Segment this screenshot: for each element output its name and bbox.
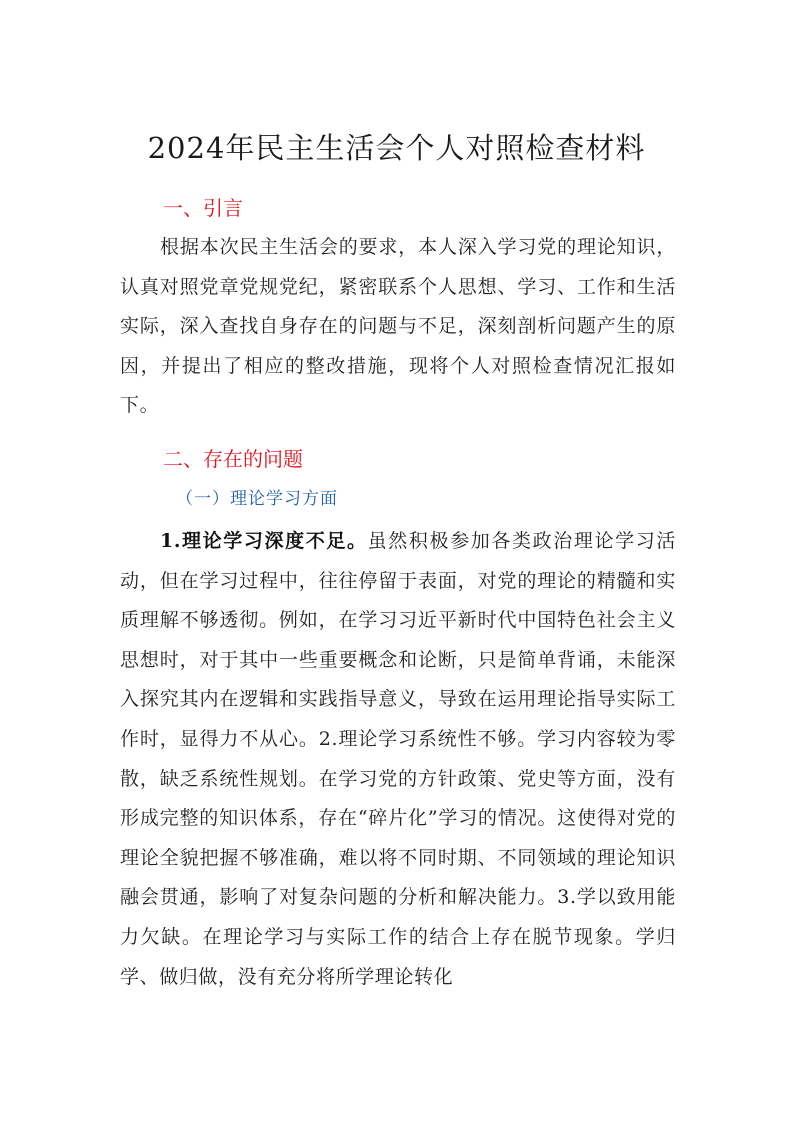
document-title: 2024年民主生活会个人对照检查材料 — [147, 131, 646, 165]
problems-paragraph-text: 虽然积极参加各类政治理论学习活动，但在学习过程中，往往停留于表面，对党的理论的精髓和实质理解不够透彻。例如，在学习习近平新时代中国特色社会主义思想时，对于其中一些重要概念和论断，只是简单背诵，未能深入探究其内在逻辑和实践指导意义，导致在运用理论指导实际工作时，显得力不从心。2.理论学习系统性不够。学习内容较为零散，缺乏系统性规划。在学习党的方针政策、党史等方面，没有形成完整的知识体系，存在“碎片化”学习的情况。这使得对党的理论全貌把握不够准确，难以将不同时期、不同领域的理论知识融会贯通，影响了对复杂问题的分析和解决能力。3.学以致用能力欠缺。在理论学习与实际工作的结合上存在脱节现象。学归学、做归做，没有充分将所学理论转化 — [120, 530, 676, 988]
problems-paragraph — [120, 522, 676, 997]
subsection-heading-theory-study: （一）理论学习方面 — [176, 489, 338, 509]
section-heading-problems: 二、存在的问题 — [163, 447, 303, 471]
problem-lead-bold: 1.理论学习深度不足。 — [160, 530, 368, 552]
section-heading-intro: 一、引言 — [163, 196, 243, 220]
intro-paragraph: 根据本次民主生活会的要求，本人深入学习党的理论知识，认真对照党章党规党纪，紧密联系个人思想、学习、工作和生活实际，深入查找自身存在的问题与不足，深刻剖析问题产生的原因，并提出了相应的整改措施，现将个人对照检查情况汇报如下。 — [120, 236, 676, 417]
